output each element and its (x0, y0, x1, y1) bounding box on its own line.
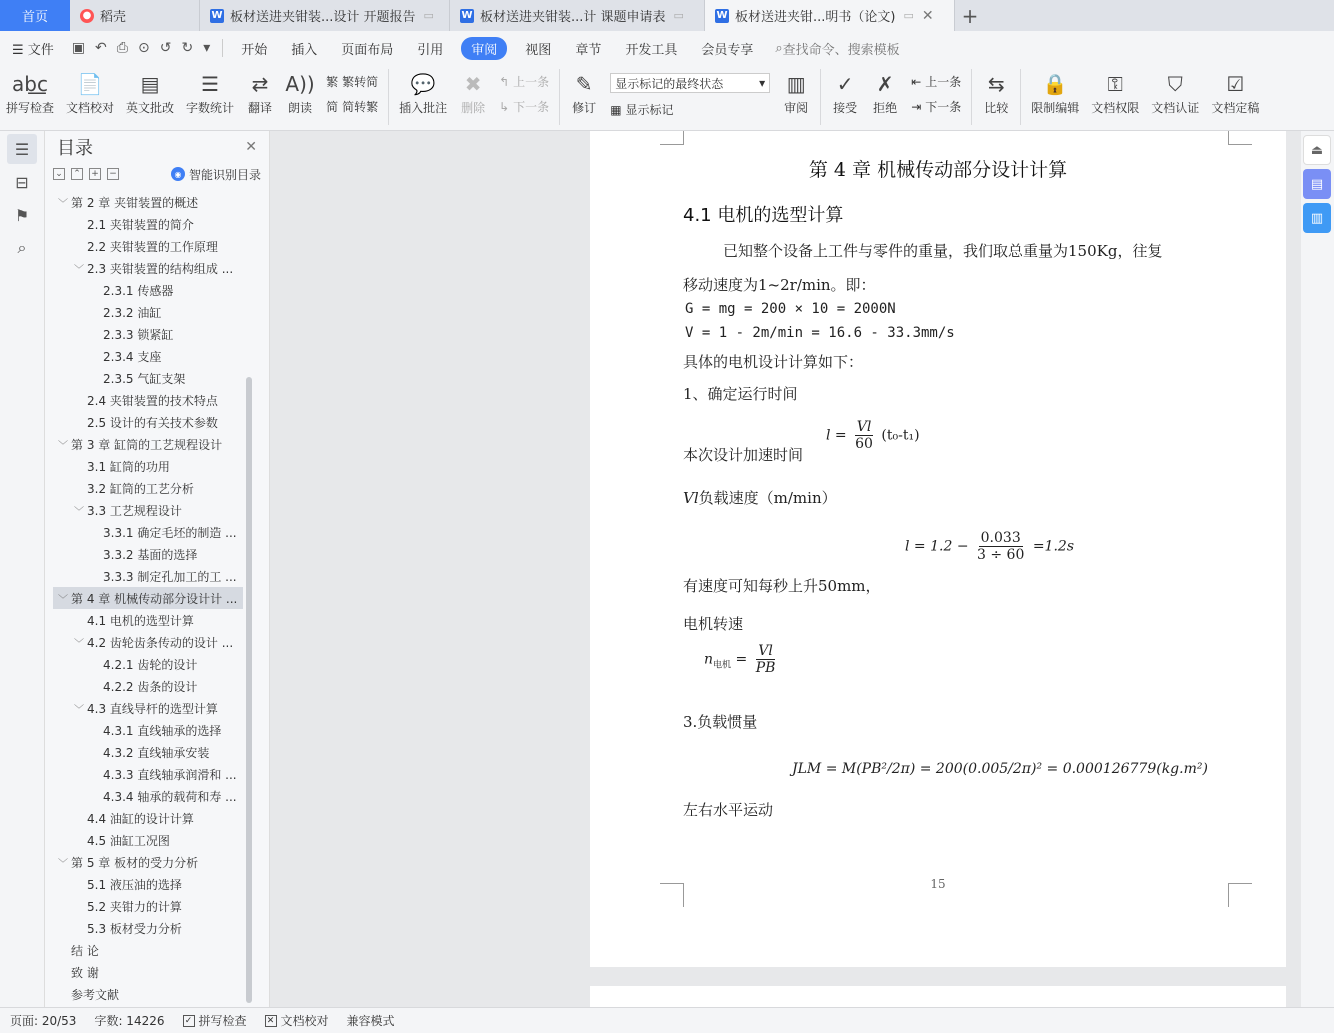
eq-denominator: 60 (855, 436, 873, 452)
equation-accel-time (826, 419, 920, 452)
eq-subscript: 电机 (713, 660, 732, 671)
toc-item-label: 4.3.1 直线轴承的选择 (103, 723, 222, 738)
tab-label: 板材送进夹钳...明书（论文) (735, 10, 896, 25)
toc-item-label: 2.5 设计的有关技术参数 (87, 415, 218, 430)
word-count-label: 字数统计 (186, 101, 235, 115)
minimize-icon[interactable]: ▭ (673, 9, 684, 22)
expand-all-icon[interactable]: ⌄ (53, 168, 65, 180)
toc-item-label: 4.3.2 直线轴承安装 (103, 745, 210, 760)
toc-item[interactable] (53, 213, 243, 235)
collapse-panel-icon[interactable]: ⏏ (1303, 135, 1331, 165)
file-menu[interactable]: ☰ 文件 (12, 42, 54, 58)
toc-item[interactable] (53, 675, 243, 697)
eq-numerator: Vl (856, 419, 872, 435)
equation-motor-speed: $n_{电机}$ = $\frac{Vl}{PB}$ (704, 643, 776, 676)
next-page[interactable] (590, 986, 1286, 1007)
toc-item-label: 2.3 夹钳装置的结构组成 ... (87, 261, 234, 276)
toc-item[interactable] (53, 411, 243, 433)
revise-icon: ✎ (575, 72, 593, 96)
preview-icon[interactable]: ⊙ (137, 40, 150, 56)
tab-doc-2[interactable] (450, 0, 705, 31)
paragraph (683, 487, 837, 508)
command-search[interactable] (775, 39, 899, 58)
prev-change-icon: ⇤ (911, 74, 922, 89)
undo-history-icon[interactable]: ↶ (95, 40, 107, 56)
word-icon: W (716, 10, 728, 21)
equation-inertia: JLM = M(PB²/2π) = 200(0.005/2π)² = 0.000126779(kg.m²) (792, 761, 1208, 777)
paragraph: 有速度可知每秒上升50mm， (683, 577, 881, 595)
file-menu-label: 文件 (27, 42, 54, 58)
word-count-icon: ☰ (201, 72, 220, 96)
toc-item-label: 3.3.1 确定毛坯的制造 ... (103, 525, 237, 540)
word-count-status[interactable]: 字数: 14226 (94, 1014, 165, 1028)
tab-label: 稻壳 (100, 10, 127, 25)
review-pane-icon: ▥ (786, 72, 806, 96)
toc-item[interactable] (53, 455, 243, 477)
chapter-nav-icon[interactable]: ⊟ (15, 172, 29, 192)
chevron-down-icon: ▾ (759, 76, 766, 90)
toc-item[interactable] (53, 257, 243, 279)
trad-to-simp-label: 繁转简 (342, 75, 379, 89)
next-change-label: 下一条 (925, 100, 962, 114)
toc-item-label: 5.3 板材受力分析 (87, 921, 182, 936)
revise-button[interactable] (564, 69, 604, 116)
doc-certify-button[interactable] (1145, 69, 1205, 116)
symbol: Vl (683, 489, 699, 507)
toc-item[interactable] (53, 741, 243, 763)
delete-comment-icon: ✖ (464, 72, 482, 96)
eq-term: =1.2s (1032, 538, 1075, 555)
minimize-icon[interactable]: ▭ (903, 9, 914, 22)
daoke-icon: ● (80, 9, 94, 23)
next-change-button[interactable] (911, 98, 961, 115)
word-count-button[interactable] (180, 69, 240, 116)
toc-item-label: 3.2 缸筒的工艺分析 (87, 481, 194, 496)
prev-change-button[interactable] (911, 73, 961, 90)
toc-item[interactable] (53, 499, 243, 521)
paragraph: 已知整个设备上工件与零件的重量，我们取总重量为150Kg，往复 (723, 242, 1163, 260)
toc-item-label: 第 4 章 机械传动部分设计计 ... (71, 591, 238, 606)
toc-item-label: 3.3.2 基面的选择 (103, 547, 198, 562)
close-icon[interactable]: ✕ (921, 7, 934, 24)
toc-item[interactable] (53, 565, 243, 587)
toc-item[interactable] (53, 301, 243, 323)
shield-icon: ⛉ (1167, 72, 1183, 96)
toc-item-label: 4.4 油缸的设计计算 (87, 811, 194, 826)
status-bar (0, 1007, 1334, 1033)
toc-item[interactable] (53, 279, 243, 301)
spell-check-button[interactable] (0, 69, 60, 116)
next-label: 下一条 (513, 100, 550, 114)
toc-item-label: 参考文献 (71, 987, 120, 1002)
toc-item[interactable] (53, 697, 243, 719)
right-sidebar (1301, 131, 1334, 1007)
doc-check-icon: 📄 (77, 72, 103, 96)
doc-check-label: 文档校对 (66, 101, 115, 115)
toc-item-label: 2.3.4 支座 (103, 349, 162, 364)
eq-term: l = (826, 427, 847, 444)
eq-term: l = 1.2 − (905, 538, 969, 555)
certify-label: 文档认证 (1151, 101, 1200, 115)
toc-item-label: 4.2.2 齿条的设计 (103, 679, 198, 694)
toc-item[interactable] (53, 389, 243, 411)
proof-icon: ✕ (265, 1015, 277, 1027)
tab-doc-1[interactable] (200, 0, 450, 31)
toc-item[interactable] (53, 367, 243, 389)
paragraph-text: 负载速度（m/min） (698, 489, 837, 507)
search-icon[interactable]: ⌕ (17, 238, 27, 257)
more-icon[interactable]: ▾ (203, 40, 211, 56)
doc-finalize-button[interactable] (1205, 69, 1265, 116)
toc-item[interactable] (53, 587, 243, 609)
toc-item[interactable] (53, 323, 243, 345)
menu-devtools[interactable]: 开发工具 (625, 42, 678, 58)
paragraph: 1、确定运行时间 (683, 385, 798, 403)
minimize-icon[interactable]: ▭ (423, 9, 434, 22)
chevron-down-icon[interactable]: ﹀ (74, 638, 84, 650)
toc-item-label: 5.2 夹钳力的计算 (87, 899, 182, 914)
paragraph: 左右水平运动 (683, 801, 774, 819)
tab-label: 板材送进夹钳装...计 课题申请表 (480, 10, 666, 25)
next-icon: ↳ (499, 99, 510, 114)
toc-item-label: 4.1 电机的选型计算 (87, 613, 194, 628)
finalize-icon: ☑ (1226, 72, 1245, 96)
menu-reference[interactable]: 引用 (417, 42, 444, 58)
equation-l (905, 530, 1074, 563)
search-icon: ⌕ (775, 40, 783, 56)
toc-item-label: 3.1 缸筒的功用 (87, 459, 170, 474)
prev-label: 上一条 (513, 75, 550, 89)
toc-item-label: 2.3.1 传感器 (103, 283, 174, 298)
doc-assistant-icon[interactable]: ▤ (1303, 169, 1331, 199)
word-icon: W (461, 10, 473, 21)
toc-item[interactable] (53, 719, 243, 741)
word-icon: W (211, 10, 223, 21)
bookmark-icon[interactable]: ⚑ (14, 205, 30, 225)
redo-icon[interactable]: ↻ (181, 40, 194, 56)
eq-fraction (975, 530, 1026, 563)
toc-item[interactable] (53, 785, 243, 807)
toc-item[interactable] (53, 917, 243, 939)
markup-state-select[interactable] (610, 73, 770, 93)
menu-chapter[interactable]: 章节 (575, 42, 602, 58)
ribbon (0, 65, 1334, 131)
reject-label: 拒绝 (873, 101, 898, 115)
toc-item[interactable] (53, 873, 243, 895)
restrict-label: 限制编辑 (1031, 101, 1080, 115)
prev-comment-button[interactable] (499, 73, 549, 90)
page-number: 15 (930, 877, 946, 891)
divider (388, 69, 389, 125)
toc-item-label: 4.3.4 轴承的载荷和寿 ... (103, 789, 237, 804)
tab-doc-3[interactable] (705, 0, 955, 31)
insert-comment-label: 插入批注 (399, 101, 448, 115)
equation-g: G = mg = 200 × 10 = 2000N (685, 301, 896, 317)
toc-item[interactable] (53, 433, 243, 455)
menu-bar (0, 31, 1334, 65)
tab-home[interactable]: 首页 (0, 0, 70, 31)
toc-item-label: 4.2.1 齿轮的设计 (103, 657, 198, 672)
compare-icon: ⇆ (987, 72, 1005, 96)
new-tab-icon[interactable]: + (961, 3, 979, 28)
read-aloud-icon: A)) (285, 72, 315, 96)
proof-status-label: 文档校对 (280, 1014, 329, 1028)
lock-icon: 🔒 (1042, 72, 1068, 96)
toc-panel-icon[interactable]: ☰ (7, 134, 37, 164)
chevron-down-icon[interactable]: ﹀ (58, 858, 68, 870)
toc-item[interactable] (53, 609, 243, 631)
compat-mode: 兼容模式 (346, 1014, 395, 1028)
checkbox-icon: ✓ (183, 1015, 195, 1027)
chevron-down-icon[interactable]: ﹀ (74, 264, 84, 276)
markup-state-value: 显示标记的最终状态 (615, 76, 724, 91)
show-marks-icon: ▦ (610, 102, 622, 117)
toc-item-label: 2.3.5 气缸支架 (103, 371, 186, 386)
paragraph: 移动速度为1~2r/min。即： (683, 276, 876, 294)
toc-item[interactable] (53, 521, 243, 543)
divider (222, 39, 223, 57)
toc-item[interactable] (53, 543, 243, 565)
read-aloud-label: 朗读 (288, 101, 313, 115)
tab-bar (0, 0, 1334, 31)
convert-group (320, 69, 384, 119)
tab-label: 板材送进夹钳装...设计 开题报告 (230, 10, 416, 25)
toc-item[interactable] (53, 983, 243, 1005)
toc-scrollbar[interactable] (246, 377, 252, 1003)
print-icon[interactable]: ⎙ (116, 40, 128, 56)
translate-icon: ⇄ (251, 72, 269, 96)
divider (820, 69, 821, 125)
toc-item-label: 4.3 直线导杆的选型计算 (87, 701, 218, 716)
menu-start[interactable]: 开始 (241, 42, 268, 58)
read-aloud-button[interactable] (280, 69, 320, 116)
reject-button[interactable] (865, 69, 905, 116)
toc-item[interactable] (53, 829, 243, 851)
left-sidebar (0, 131, 45, 1007)
chevron-down-icon[interactable]: ﹀ (58, 440, 68, 452)
toc-item[interactable] (53, 807, 243, 829)
insert-comment-button[interactable] (393, 69, 453, 116)
revise-label: 修订 (572, 101, 597, 115)
toc-item[interactable] (53, 851, 243, 873)
compare-button[interactable] (976, 69, 1016, 116)
section-title: 4.1 电机的选型计算 (683, 205, 844, 226)
toc-panel (45, 131, 270, 1007)
toc-item[interactable] (53, 895, 243, 917)
change-nav-group (905, 69, 967, 119)
spell-check-toggle[interactable] (183, 1012, 247, 1029)
eq-fraction (754, 643, 778, 676)
next-change-icon: ⇥ (911, 99, 922, 114)
toc-item[interactable] (53, 653, 243, 675)
ai-icon: ◉ (171, 167, 185, 181)
paragraph: 电机转速 (683, 615, 744, 633)
smart-toc-label: 智能识别目录 (188, 167, 261, 182)
accept-label: 接受 (833, 101, 858, 115)
document-canvas (271, 131, 1301, 1007)
chevron-down-icon[interactable]: ﹀ (58, 198, 68, 210)
accept-icon: ✓ (836, 72, 854, 96)
toc-item[interactable] (53, 345, 243, 367)
undo-icon[interactable]: ↺ (159, 40, 172, 56)
add-heading-icon[interactable]: + (89, 168, 101, 180)
spell-check-icon: ab͟c (12, 72, 48, 96)
reject-icon: ✗ (876, 72, 894, 96)
toc-item[interactable] (53, 191, 243, 213)
toc-item-label: 第 5 章 板材的受力分析 (71, 855, 199, 870)
prev-icon: ↰ (499, 74, 510, 89)
convert-icon: 简 (326, 100, 339, 114)
restrict-edit-button[interactable] (1025, 69, 1085, 116)
toc-item-label: 2.3.2 油缸 (103, 305, 162, 320)
ai-writing-icon[interactable]: ▥ (1303, 203, 1331, 233)
toc-item-label: 3.3 工艺规程设计 (87, 503, 182, 518)
toc-item[interactable] (53, 235, 243, 257)
translate-button[interactable] (240, 69, 280, 116)
review-label: 审阅 (784, 101, 809, 115)
compare-label: 比较 (984, 101, 1009, 115)
toc-item-label: 2.4 夹钳装置的技术特点 (87, 393, 218, 408)
trad-to-simp-button[interactable] (326, 73, 378, 90)
delete-comment-button[interactable] (453, 69, 493, 116)
convert-icon: 繁 (326, 75, 339, 89)
english-correct-label: 英文批改 (126, 101, 175, 115)
toc-item-label: 4.5 油缸工况图 (87, 833, 170, 848)
divider (1020, 69, 1021, 125)
eq-denominator: 3 ÷ 60 (977, 547, 1025, 563)
prev-change-label: 上一条 (925, 75, 962, 89)
doc-permission-button[interactable] (1085, 69, 1145, 116)
next-comment-button[interactable] (499, 98, 549, 115)
accept-button[interactable] (825, 69, 865, 116)
toc-item-label: 3.3.3 制定孔加工的工 ... (103, 569, 237, 584)
toc-title: 目录 (57, 138, 93, 159)
divider (971, 69, 972, 125)
toc-item-label: 4.2 齿轮齿条传动的设计 ... (87, 635, 234, 650)
toc-item[interactable] (53, 939, 243, 961)
paragraph: 具体的电机设计计算如下： (683, 353, 864, 371)
document-page[interactable] (590, 131, 1286, 967)
smart-toc-button[interactable] (171, 166, 261, 183)
toc-item-label: 5.1 液压油的选择 (87, 877, 182, 892)
comment-nav-group (493, 69, 555, 119)
divider (559, 69, 560, 125)
paragraph: 3.负载惯量 (683, 713, 758, 731)
review-pane-button[interactable] (776, 69, 816, 116)
eq-numerator: Vl (758, 643, 773, 659)
comment-icon: 💬 (410, 72, 436, 96)
toc-item-label: 第 2 章 夹钳装置的概述 (71, 195, 199, 210)
eq-term: n (704, 651, 714, 668)
show-marks-label: 显示标记 (625, 103, 674, 117)
permission-icon: ⚿ (1107, 72, 1123, 96)
save-icon[interactable]: ▣ (71, 40, 86, 56)
eq-numerator: 0.033 (980, 530, 1021, 546)
finalize-label: 文档定稿 (1211, 101, 1260, 115)
equation-v: V = 1 - 2m/min = 16.6 - 33.3mm/s (685, 325, 955, 341)
toc-item-label: 结 论 (71, 943, 99, 958)
markup-group (604, 69, 776, 122)
english-correct-button[interactable] (120, 69, 180, 116)
page-indicator[interactable]: 页面: 20/53 (10, 1014, 77, 1028)
toc-header (45, 131, 269, 163)
doc-check-button[interactable] (60, 69, 120, 116)
toc-item-label: 2.3.3 锁紧缸 (103, 327, 174, 342)
toc-item-label: 致 谢 (71, 965, 99, 980)
crop-mark (660, 131, 684, 145)
delete-label: 删除 (461, 101, 486, 115)
chevron-down-icon[interactable]: ﹀ (74, 704, 84, 716)
toc-item-label: 2.2 夹钳装置的工作原理 (87, 239, 218, 254)
chevron-down-icon[interactable]: ﹀ (58, 594, 68, 606)
toc-toolbar (45, 163, 269, 185)
toc-item-label: 第 3 章 缸筒的工艺规程设计 (71, 437, 223, 452)
english-correct-icon: ▤ (140, 72, 160, 96)
toc-item[interactable] (53, 631, 243, 653)
chapter-title: 第 4 章 机械传动部分设计计算 (808, 159, 1068, 181)
show-marks-button[interactable] (610, 101, 770, 118)
simp-to-trad-label: 简转繁 (342, 100, 379, 114)
menu-layout[interactable]: 页面布局 (341, 42, 394, 58)
toc-item[interactable] (53, 763, 243, 785)
paragraph: 本次设计加速时间 (683, 446, 804, 464)
collapse-all-icon[interactable]: ⌃ (71, 168, 83, 180)
translate-label: 翻译 (248, 101, 273, 115)
toc-item-label: 4.3.3 直线轴承润滑和 ... (103, 767, 237, 782)
spell-status-label: 拼写检查 (198, 1014, 247, 1028)
simp-to-trad-button[interactable] (326, 98, 378, 115)
doc-proof-toggle[interactable] (265, 1012, 329, 1029)
eq-term: (t₀-t₁) (881, 427, 920, 444)
eq-denominator: PB (755, 660, 776, 676)
quick-access (66, 40, 216, 56)
spell-check-label: 拼写检查 (6, 101, 55, 115)
remove-heading-icon[interactable]: − (107, 168, 119, 180)
menu-insert[interactable]: 插入 (291, 42, 318, 58)
menu-member[interactable]: 会员专享 (701, 42, 754, 58)
toc-item[interactable] (53, 477, 243, 499)
crop-mark (1228, 131, 1252, 145)
toc-list (53, 191, 243, 1005)
close-icon[interactable]: ✕ (245, 139, 257, 155)
eq-fraction (853, 419, 875, 452)
chevron-down-icon[interactable]: ﹀ (74, 506, 84, 518)
search-placeholder: 查找命令、搜索模板 (782, 42, 900, 58)
menu-review[interactable]: 审阅 (461, 37, 507, 60)
toc-item[interactable] (53, 961, 243, 983)
toc-item-label: 2.1 夹钳装置的简介 (87, 217, 194, 232)
permission-label: 文档权限 (1091, 101, 1140, 115)
tab-daoke[interactable] (70, 0, 200, 31)
menu-view[interactable]: 视图 (525, 42, 552, 58)
